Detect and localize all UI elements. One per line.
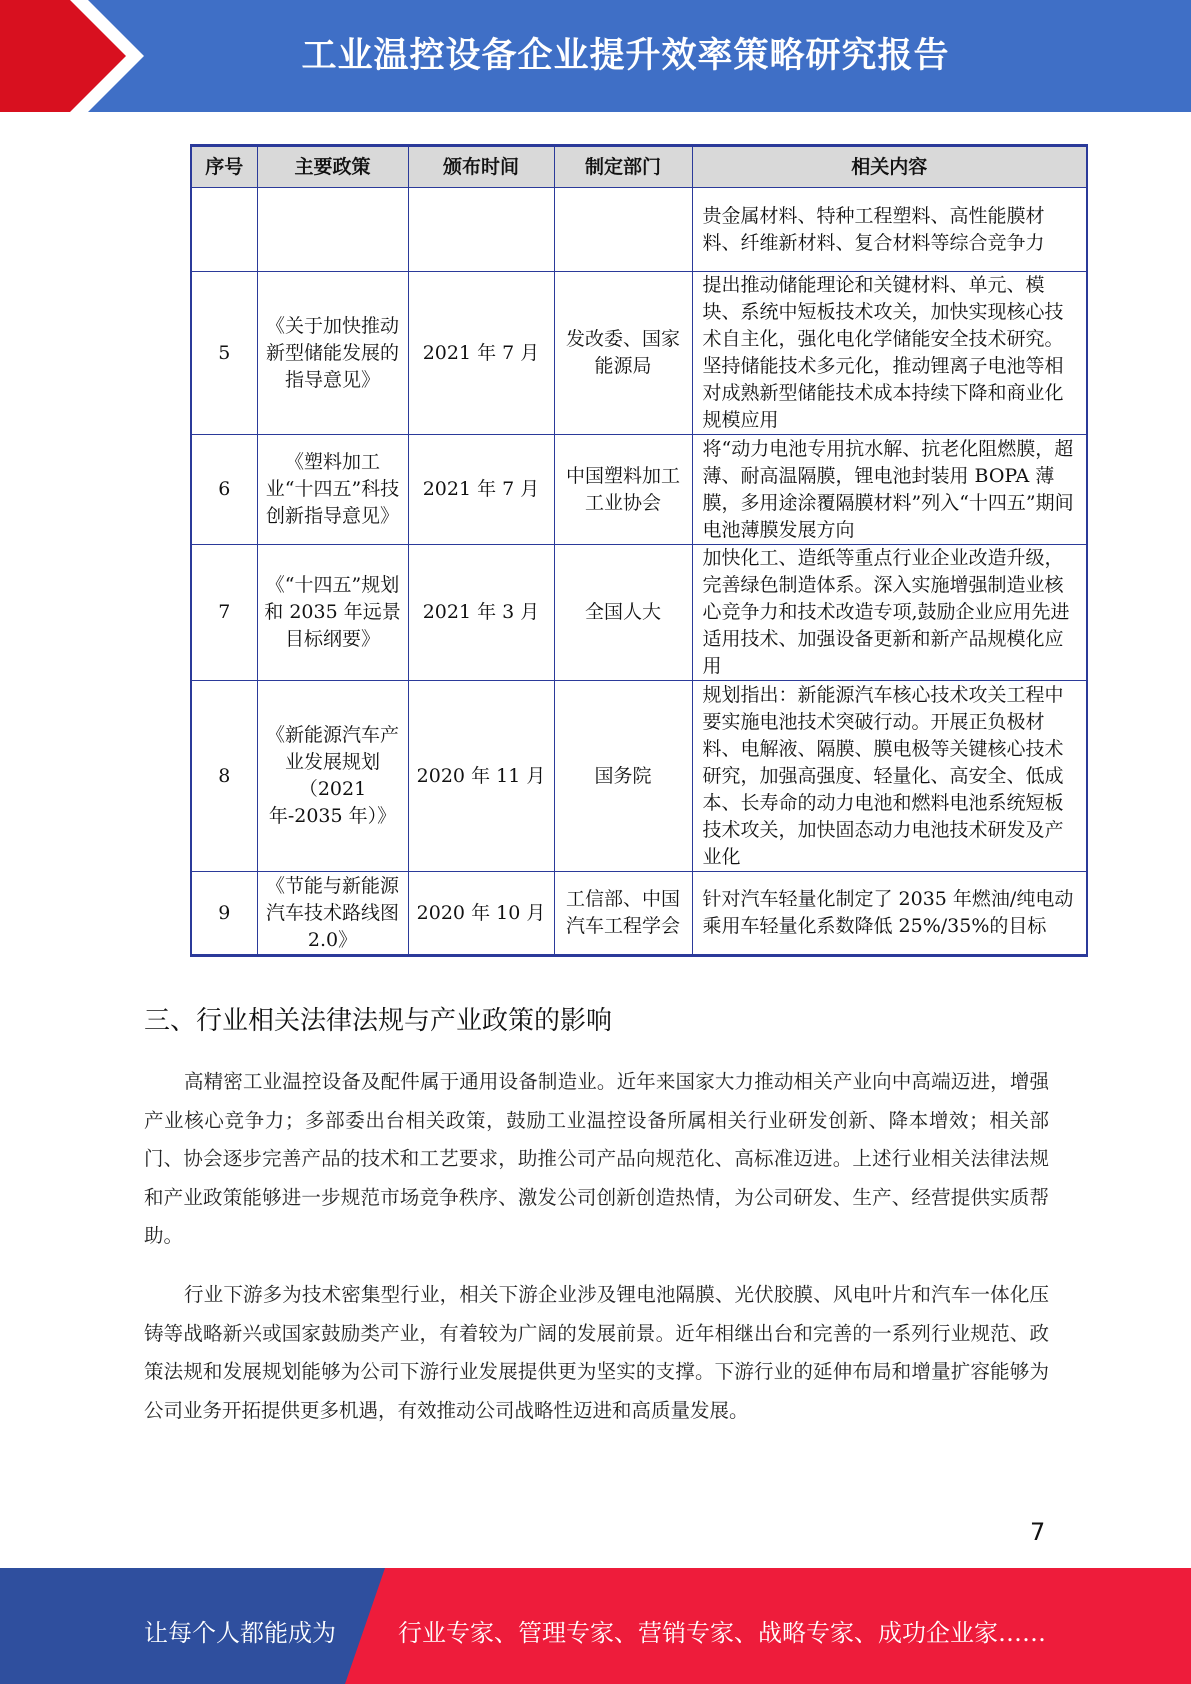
cell-policy: 《节能与新能源汽车技术路线图 2.0》 xyxy=(257,872,408,956)
cell-policy: 《新能源汽车产业发展规划（2021 年-2035 年）》 xyxy=(257,681,408,872)
cell-no: 8 xyxy=(191,681,257,872)
cell-date: 2021 年 7 月 xyxy=(408,435,554,545)
cell-policy xyxy=(257,188,408,272)
cell-content: 贵金属材料、特种工程塑料、高性能膜材料、纤维新材料、复合材料等综合竞争力 xyxy=(692,188,1087,272)
header-red-chevron xyxy=(0,0,150,112)
cell-content: 将“动力电池专用抗水解、抗老化阻燃膜，超薄、耐高温隔膜，锂电池封装用 BOPA 薄膜，多用途涂覆隔膜材料”列入“十四五”期间电池薄膜发展方向 xyxy=(692,435,1087,545)
cell-date: 2020 年 10 月 xyxy=(408,872,554,956)
cell-dept: 国务院 xyxy=(554,681,692,872)
body-paragraph: 行业下游多为技术密集型行业，相关下游企业涉及锂电池隔膜、光伏胶膜、风电叶片和汽车一体化压铸等战略新兴或国家鼓励类产业，有着较为广阔的发展前景。近年相继出台和完善的一系列行业规范、政策法规和发展规划能够为公司下游行业发展提供更为坚实的支撑。下游行业的延伸布局和增量扩容能够为公司业务开拓提供更多机遇，有效推动公司战略性迈进和高质量发展。 xyxy=(144,1283,1049,1422)
col-header-date: 颁布时间 xyxy=(408,146,554,188)
cell-content: 规划指出：新能源汽车核心技术攻关工程中要实施电池技术突破行动。开展正负极材料、电解液、隔膜、膜电极等关键核心技术研究，加强高强度、轻量化、高安全、低成本、长寿命的动力电池和燃料电池系统短板技术攻关，加快固态动力电池技术研发及产业化 xyxy=(692,681,1087,872)
cell-dept: 工信部、中国汽车工程学会 xyxy=(554,872,692,956)
cell-content: 加快化工、造纸等重点行业企业改造升级，完善绿色制造体系。深入实施增强制造业核心竞争力和技术改造专项,鼓励企业应用先进适用技术、加强设备更新和新产品规模化应用 xyxy=(692,545,1087,681)
cell-date: 2021 年 3 月 xyxy=(408,545,554,681)
policy-table xyxy=(190,144,1088,957)
cell-date xyxy=(408,188,554,272)
table-row xyxy=(191,188,1087,272)
col-header-no: 序号 xyxy=(191,146,257,188)
body-paragraph: 高精密工业温控设备及配件属于通用设备制造业。近年来国家大力推动相关产业向中高端迈进，增强产业核心竞争力；多部委出台相关政策，鼓励工业温控设备所属相关行业研发创新、降本增效；相关部门、协会逐步完善产品的技术和工艺要求，助推公司产品向规范化、高标准迈进。上述行业相关法律法规和产业政策能够进一步规范市场竞争秩序、激发公司创新创造热情，为公司研发、生产、经营提供实质帮助。 xyxy=(144,1070,1049,1247)
cell-dept: 中国塑料加工工业协会 xyxy=(554,435,692,545)
table-row xyxy=(191,872,1087,956)
cell-content: 提出推动储能理论和关键材料、单元、模块、系统中短板技术攻关，加快实现核心技术自主化，强化电化学储能安全技术研究。坚持储能技术多元化，推动锂离子电池等相对成熟新型储能技术成本持续下降和商业化规模应用 xyxy=(692,272,1087,435)
cell-no: 6 xyxy=(191,435,257,545)
cell-dept xyxy=(554,188,692,272)
cell-dept: 全国人大 xyxy=(554,545,692,681)
footer-slogan-left: 让每个人都能成为 xyxy=(144,1619,336,1647)
page-footer xyxy=(0,1568,1191,1684)
cell-date: 2021 年 7 月 xyxy=(408,272,554,435)
cell-no: 9 xyxy=(191,872,257,956)
footer-slogan-right: 行业专家、管理专家、营销专家、战略专家、成功企业家…… xyxy=(398,1619,1046,1647)
table-row xyxy=(191,435,1087,545)
table-header-row xyxy=(191,146,1087,188)
table-row xyxy=(191,272,1087,435)
header-title: 工业温控设备企业提升效率策略研究报告 xyxy=(301,36,950,76)
page-number: 7 xyxy=(1030,1518,1046,1546)
cell-dept: 发改委、国家能源局 xyxy=(554,272,692,435)
col-header-dept: 制定部门 xyxy=(554,146,692,188)
cell-policy: 《塑料加工业“十四五”科技创新指导意见》 xyxy=(257,435,408,545)
cell-no: 5 xyxy=(191,272,257,435)
cell-no xyxy=(191,188,257,272)
cell-content: 针对汽车轻量化制定了 2035 年燃油/纯电动乘用车轻量化系数降低 25%/35%的目标 xyxy=(692,872,1087,956)
table-row xyxy=(191,681,1087,872)
cell-date: 2020 年 11 月 xyxy=(408,681,554,872)
col-header-content: 相关内容 xyxy=(692,146,1087,188)
section-heading: 三、行业相关法律法规与产业政策的影响 xyxy=(144,1006,613,1036)
page-header xyxy=(0,0,1191,112)
cell-no: 7 xyxy=(191,545,257,681)
col-header-policy: 主要政策 xyxy=(257,146,408,188)
cell-policy: 《关于加快推动新型储能发展的指导意见》 xyxy=(257,272,408,435)
cell-policy: 《“十四五”规划和 2035 年远景目标纲要》 xyxy=(257,545,408,681)
table-row xyxy=(191,545,1087,681)
